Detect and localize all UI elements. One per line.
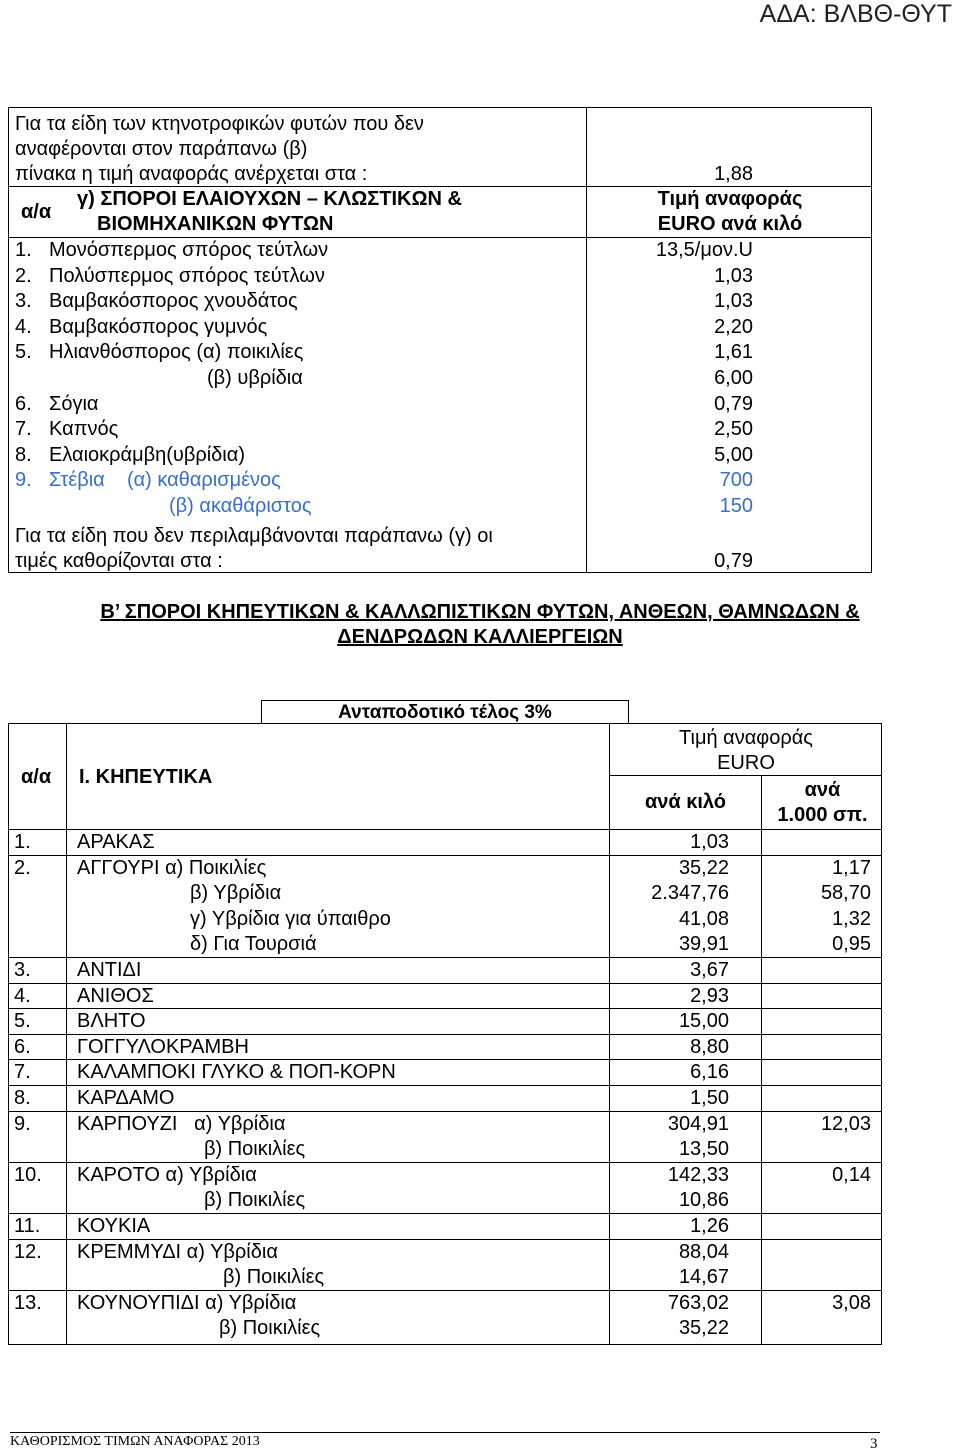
row-name: ΚΑΛΑΜΠΟΚΙ ΓΛΥΚΟ & ΠΟΠ-ΚΟΡΝ	[77, 1061, 396, 1084]
price-per-kg: 1,03	[690, 831, 729, 853]
row-value: 2,50	[714, 418, 753, 441]
row-number: 4.	[15, 315, 32, 338]
row-name: β) Υβρίδια	[190, 882, 282, 905]
row-value: 1,03	[714, 290, 753, 313]
price-per-kg: 35,22	[678, 1317, 729, 1340]
row-name: Ηλιανθόσπορος (α) ποικιλίες	[49, 341, 304, 364]
price-per-kg: 1,50	[690, 1087, 729, 1109]
row-number: 12.	[14, 1240, 42, 1263]
row-value: 13,5/μον.U	[655, 239, 753, 261]
price-header: EURO	[717, 752, 775, 774]
row-number: 7.	[15, 418, 32, 441]
price-per-1000: 1,32	[832, 907, 871, 930]
outro-value: 0,79	[714, 550, 753, 572]
row-name: ΓΟΓΓΥΛΟΚΡΑΜΒΗ	[77, 1035, 249, 1058]
price-per-kg: 39,91	[678, 933, 729, 956]
row-name: (β) υβρίδια	[207, 367, 303, 389]
row-name: γ) Υβρίδια για ύπαιθρο	[190, 907, 391, 930]
row-number: 4.	[14, 984, 31, 1007]
row-name: ΒΛΗΤΟ	[77, 1010, 146, 1033]
row-name: Βαμβακόσπορος γυμνός	[49, 315, 268, 338]
row-number: 3.	[14, 959, 31, 981]
row-number: 13.	[14, 1291, 42, 1314]
price-per-kg: 15,00	[678, 1010, 729, 1033]
row-number: 2.	[15, 264, 32, 287]
row-number: 9.	[15, 469, 32, 492]
price-per-kg: 8,80	[690, 1035, 729, 1058]
price-per-kg: 13,50	[678, 1138, 729, 1161]
row-number: 1.	[15, 239, 32, 261]
row-name: ΚΑΡΟΤΟ α) Υβρίδια	[77, 1163, 257, 1186]
intro-line: Για τα είδη των κτηνοτροφικών φυτών που δεν	[15, 113, 424, 135]
row-value: 1,03	[714, 264, 753, 287]
row-name: ΚΑΡΔΑΜΟ	[77, 1087, 175, 1109]
aa-header: α/α	[21, 201, 52, 223]
price-per-kg: 88,04	[678, 1240, 729, 1263]
ada-code: ΑΔΑ: ΒΛΒΘ-ΘΥΤ	[759, 0, 952, 28]
price-per-1000: 12,03	[820, 1112, 871, 1135]
row-name: ΚΑΡΠΟΥΖΙ α) Υβρίδια	[77, 1112, 286, 1135]
row-name: ΑΝΤΙΔΙ	[77, 959, 142, 981]
row-value: 5,00	[714, 443, 753, 466]
row-name: (β) ακαθάριστος	[169, 495, 312, 517]
row-number: 7.	[14, 1061, 31, 1084]
price-per-kg: 2.347,76	[651, 882, 729, 905]
footer-title: ΚΑΘΟΡΙΣΜΟΣ ΤΙΜΩΝ ΑΝΑΦΟΡΑΣ 2013	[10, 1434, 260, 1449]
price-per-kg: 304,91	[667, 1112, 729, 1135]
aa-header: α/α	[21, 766, 52, 788]
row-number: 3.	[15, 290, 32, 313]
row-name: ΑΝΙΘΟΣ	[77, 984, 154, 1007]
row-name: Καπνός	[49, 418, 119, 441]
row-value: 1,61	[714, 341, 753, 364]
price-per-1000: 3,08	[832, 1291, 871, 1314]
price-per-kg: 35,22	[678, 856, 729, 879]
row-name: ΚΡΕΜΜΥΔΙ α) Υβρίδια	[77, 1240, 278, 1263]
row-name: δ) Για Τουρσιά	[190, 933, 317, 956]
section-b-title: ΔΕΝΔΡΩΔΩΝ ΚΑΛΛΙΕΡΓΕΙΩΝ	[337, 626, 623, 648]
row-number: 8.	[15, 443, 32, 466]
row-number: 5.	[14, 1010, 31, 1033]
row-number: 11.	[14, 1215, 41, 1237]
row-name: ΑΡΑΚΑΣ	[77, 831, 155, 853]
price-per-kg: 1,26	[690, 1215, 729, 1237]
row-number: 10.	[14, 1163, 42, 1186]
section-b-title: Β’ ΣΠΟΡΟΙ ΚΗΠΕΥΤΙΚΩΝ & ΚΑΛΛΩΠΙΣΤΙΚΩΝ ΦΥΤΩΝ, ΑΝΘΕΩΝ, ΘΑΜΝΩΔΩΝ &	[100, 601, 860, 623]
row-name: ΑΓΓΟΥΡΙ α) Ποικιλίες	[77, 856, 267, 879]
row-number: 1.	[14, 831, 31, 853]
price-per-kg: 14,67	[678, 1266, 729, 1289]
row-name: β) Ποικιλίες	[204, 1138, 306, 1161]
fee-label: Ανταποδοτικό τέλος 3%	[261, 700, 629, 724]
price-per-kg: 41,08	[678, 907, 729, 930]
row-name: β) Ποικιλίες	[219, 1317, 321, 1340]
row-value: 150	[719, 495, 753, 517]
price-per-kg: 2,93	[690, 984, 729, 1007]
row-name: ΚΟΥΚΙΑ	[77, 1215, 151, 1237]
row-number: 6.	[14, 1035, 31, 1058]
row-name: Ελαιοκράμβη(υβρίδια)	[49, 443, 245, 466]
intro-value: 1,88	[714, 163, 753, 185]
row-number: 6.	[15, 392, 32, 415]
footer-rule	[10, 1432, 880, 1433]
table-industrial-seeds	[8, 107, 872, 573]
price-per-1000: 58,70	[820, 882, 871, 905]
row-name: Βαμβακόσπορος χνουδάτος	[49, 290, 298, 313]
outro-line: τιμές καθορίζονται στα :	[15, 550, 223, 572]
row-name: ΚΟΥΝΟΥΠΙΔΙ α) Υβρίδια	[77, 1291, 297, 1314]
intro-line: πίνακα η τιμή αναφοράς ανέρχεται στα :	[15, 163, 368, 185]
price-header: Τιμή αναφοράς	[657, 188, 803, 210]
price-per-1000: 0,14	[832, 1163, 871, 1186]
outro-line: Για τα είδη που δεν περιλαμβάνονται παράπανω (γ) οι	[15, 525, 493, 547]
section-title: ΒΙΟΜΗΧΑΝΙΚΩΝ ΦΥΤΩΝ	[97, 213, 334, 235]
price-per-kg: 10,86	[678, 1189, 729, 1212]
intro-line: αναφέρονται στον παράπανω (β)	[15, 138, 308, 160]
row-number: 2.	[14, 856, 31, 879]
price-header: EURO ανά κιλό	[657, 213, 803, 235]
table-vegetable-seeds	[8, 723, 882, 1345]
price-per-kg: 142,33	[667, 1163, 729, 1186]
price-header: Τιμή αναφοράς	[679, 727, 813, 749]
price-per-1000: 1,17	[832, 856, 871, 879]
col-per-1000: 1.000 σπ.	[777, 804, 868, 826]
row-name: Πολύσπερμος σπόρος τεύτλων	[49, 264, 325, 287]
row-name: β) Ποικιλίες	[223, 1266, 325, 1289]
row-number: 5.	[15, 341, 32, 364]
group-title: Ι. ΚΗΠΕΥΤΙΚΑ	[79, 766, 213, 788]
price-per-kg: 763,02	[667, 1291, 729, 1314]
column-divider	[586, 108, 587, 572]
row-number: 9.	[14, 1112, 31, 1135]
row-value: 700	[719, 469, 753, 492]
row-name: Στέβια (α) καθαρισμένος	[49, 469, 281, 492]
price-per-kg: 3,67	[690, 959, 729, 981]
row-number: 8.	[14, 1087, 31, 1109]
price-per-kg: 6,16	[690, 1061, 729, 1084]
section-title: γ) ΣΠΟΡΟΙ ΕΛΑΙΟΥΧΩΝ – ΚΛΩΣΤΙΚΩΝ &	[77, 188, 462, 210]
row-value: 2,20	[714, 315, 753, 338]
price-per-1000: 0,95	[832, 933, 871, 956]
row-value: 0,79	[714, 392, 753, 415]
col-per-1000: ανά	[804, 779, 841, 801]
page-number: 3	[870, 1436, 878, 1452]
row-name: β) Ποικιλίες	[204, 1189, 306, 1212]
col-per-kg: ανά κιλό	[644, 791, 727, 813]
row-value: 6,00	[714, 367, 753, 389]
row-name: Μονόσπερμος σπόρος τεύτλων	[49, 239, 329, 261]
row-name: Σόγια	[49, 392, 99, 415]
